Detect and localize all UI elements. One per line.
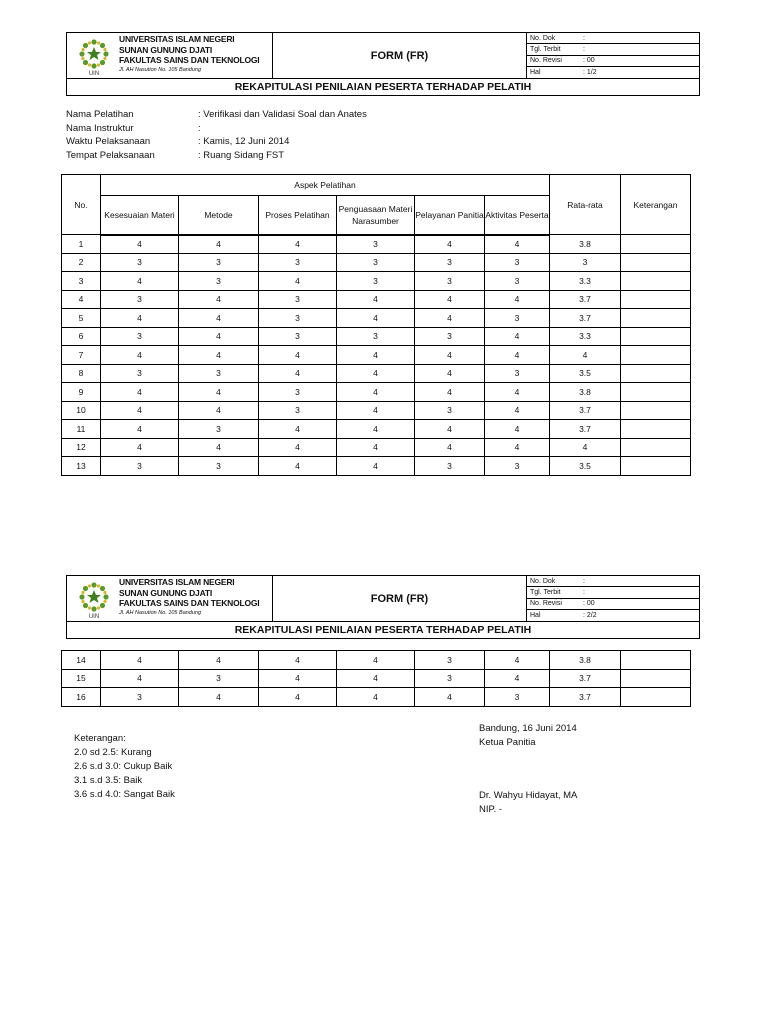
table-row — [62, 327, 691, 346]
table-cell: 3.5 — [550, 457, 621, 476]
table-cell: 4 — [485, 346, 550, 365]
table-cell: 3 — [179, 253, 259, 272]
table-cell: 4 — [485, 383, 550, 402]
table-cell: 3.7 — [550, 309, 621, 328]
table-cell: 3 — [259, 327, 337, 346]
table-cell: 4 — [259, 457, 337, 476]
table-cell: 3 — [337, 235, 415, 254]
table-row — [62, 235, 691, 254]
table-cell — [621, 651, 691, 670]
table-cell: 5 — [62, 309, 101, 328]
header-aspek: Aspek Pelatihan — [101, 175, 550, 196]
table-cell: 7 — [62, 346, 101, 365]
table-cell: 4 — [485, 420, 550, 439]
table-cell: 3.7 — [550, 688, 621, 707]
table-cell: 4 — [337, 669, 415, 688]
table-cell: 3 — [259, 401, 337, 420]
table-row — [62, 651, 691, 670]
table-cell: 4 — [101, 346, 179, 365]
table-cell: 4 — [62, 290, 101, 309]
table-cell: 4 — [259, 669, 337, 688]
table-cell: 4 — [259, 364, 337, 383]
signature-name-block — [479, 789, 577, 817]
table-cell: 3 — [485, 688, 550, 707]
university-logo-icon — [77, 38, 111, 76]
table-cell: 4 — [179, 327, 259, 346]
table-row — [62, 290, 691, 309]
table-cell: 3 — [415, 253, 485, 272]
table-cell: 4 — [259, 346, 337, 365]
header-rata: Rata-rata — [550, 175, 621, 235]
table-cell: 4 — [101, 383, 179, 402]
table-cell: 10 — [62, 401, 101, 420]
table-cell: 3.7 — [550, 290, 621, 309]
svg-text:UIN: UIN — [88, 614, 100, 619]
table-row — [62, 688, 691, 707]
header-pelayanan: Pelayanan Panitia — [415, 196, 485, 235]
form-label: FORM (FR) — [273, 33, 527, 78]
table-cell — [621, 290, 691, 309]
table-row — [62, 438, 691, 457]
table-row — [62, 383, 691, 402]
table-cell: 4 — [415, 309, 485, 328]
table-cell: 4 — [337, 688, 415, 707]
table-cell: 4 — [485, 235, 550, 254]
table-cell: 3 — [485, 364, 550, 383]
table-cell: 3 — [179, 272, 259, 291]
table-cell: 4 — [415, 364, 485, 383]
table-cell: 3 — [101, 457, 179, 476]
table-cell: 3 — [259, 253, 337, 272]
table-cell: 4 — [337, 309, 415, 328]
table-cell — [621, 327, 691, 346]
table-row — [62, 457, 691, 476]
table-cell: 4 — [337, 401, 415, 420]
table-cell: 4 — [485, 327, 550, 346]
training-info: Nama Pelatihan : Verifikasi dan Validasi Soal dan Anates Nama Instruktur : Waktu Pelaksanaan : Kamis, 12 Juni 2014 Tempat Pelaksanaan : Ruang Sidang FST — [66, 109, 367, 161]
legend-item: 2.6 s.d 3.0: Cukup Baik — [74, 761, 173, 772]
table-cell: 4 — [259, 651, 337, 670]
table-cell: 3 — [485, 457, 550, 476]
header-aktivitas: Aktivitas Peserta — [485, 196, 550, 235]
table-cell: 3 — [337, 327, 415, 346]
table-cell: 4 — [259, 420, 337, 439]
table-cell — [621, 688, 691, 707]
table-cell — [621, 383, 691, 402]
table-cell: 4 — [485, 290, 550, 309]
keterangan-legend: Keterangan: 2.0 sd 2.5: Kurang 2.6 s.d 3.0: Cukup Baik 3.1 s.d 3.5: Baik 3.6 s.d 4.0: Sangat Baik — [74, 733, 175, 800]
header-penguasaan: Penguasaan Materi Narasumber — [337, 196, 415, 235]
table-cell: 4 — [337, 383, 415, 402]
logo-cell — [67, 576, 273, 621]
table-cell: 3.5 — [550, 364, 621, 383]
document-meta: No. Dok : Tgl. Terbit : No. Revisi : 00 Hal : 1/2 — [527, 33, 699, 78]
table-cell — [621, 457, 691, 476]
table-row — [62, 253, 691, 272]
table-cell: 4 — [101, 651, 179, 670]
table-cell: 4 — [179, 346, 259, 365]
table-cell: 4 — [485, 669, 550, 688]
table-cell: 11 — [62, 420, 101, 439]
table-cell: 3.8 — [550, 235, 621, 254]
table-cell: 3 — [415, 401, 485, 420]
table-row — [62, 401, 691, 420]
table-cell: 4 — [179, 383, 259, 402]
document-title: REKAPITULASI PENILAIAN PESERTA TERHADAP PELATIH — [67, 621, 699, 638]
table-row — [62, 309, 691, 328]
institution-address: Jl. AH Nasution No. 105 Bandung — [119, 67, 202, 73]
table-cell: 3 — [485, 309, 550, 328]
table-cell — [621, 401, 691, 420]
table-row — [62, 364, 691, 383]
table-cell: 4 — [415, 383, 485, 402]
table-cell: 4 — [101, 438, 179, 457]
table-cell — [621, 420, 691, 439]
table-cell — [621, 346, 691, 365]
table-cell: 4 — [337, 364, 415, 383]
table-row — [62, 272, 691, 291]
table-cell: 4 — [337, 457, 415, 476]
table-cell: 4 — [415, 688, 485, 707]
table-cell: 4 — [337, 346, 415, 365]
table-cell: 3 — [259, 309, 337, 328]
table-cell: 6 — [62, 327, 101, 346]
table-cell: 3 — [415, 457, 485, 476]
table-cell: 4 — [179, 290, 259, 309]
table-cell: 3 — [415, 669, 485, 688]
signature-position: Ketua Panitia — [479, 737, 536, 748]
table-cell — [621, 253, 691, 272]
table-cell: 1 — [62, 235, 101, 254]
table-cell: 12 — [62, 438, 101, 457]
table-cell: 4 — [415, 235, 485, 254]
page2-header — [66, 575, 700, 639]
table-cell: 3.3 — [550, 327, 621, 346]
table-cell: 3 — [337, 272, 415, 291]
table-cell: 4 — [415, 290, 485, 309]
table-cell: 3.7 — [550, 669, 621, 688]
table-cell: 4 — [179, 235, 259, 254]
table-cell — [621, 364, 691, 383]
institution-address: Jl. AH Nasution No. 105 Bandung — [119, 610, 202, 616]
legend-item: 2.0 sd 2.5: Kurang — [74, 747, 152, 758]
document-meta: No. Dok : Tgl. Terbit : No. Revisi : 00 Hal : 2/2 — [527, 576, 699, 621]
table-cell: 3 — [550, 253, 621, 272]
table-cell: 4 — [550, 438, 621, 457]
legend-item: 3.1 s.d 3.5: Baik — [74, 775, 143, 786]
table-cell: 4 — [415, 420, 485, 439]
table-cell: 3 — [415, 651, 485, 670]
table-cell — [621, 235, 691, 254]
table-cell: 3 — [179, 420, 259, 439]
table-cell — [621, 309, 691, 328]
table-cell: 14 — [62, 651, 101, 670]
logo-cell — [67, 33, 273, 78]
table-cell: 4 — [179, 651, 259, 670]
institution-name: UNIVERSITAS ISLAM NEGERI SUNAN GUNUNG DJATI FAKULTAS SAINS DAN TEKNOLOGI — [119, 577, 260, 608]
table-cell: 4 — [101, 669, 179, 688]
table-cell: 3.8 — [550, 651, 621, 670]
signatory-nip: NIP. - — [479, 804, 503, 815]
assessment-table-page2 — [61, 650, 691, 707]
svg-text:UIN: UIN — [88, 71, 100, 76]
signature-place-date: Bandung, 16 Juni 2014 Ketua Panitia — [479, 723, 577, 748]
table-cell: 3.7 — [550, 420, 621, 439]
table-cell: 4 — [179, 401, 259, 420]
table-cell: 4 — [259, 235, 337, 254]
table-cell: 2 — [62, 253, 101, 272]
table-cell: 4 — [485, 651, 550, 670]
table-cell: 3 — [101, 290, 179, 309]
table-row — [62, 420, 691, 439]
table-cell: 3 — [337, 253, 415, 272]
table-cell: 4 — [259, 438, 337, 457]
table-row — [62, 669, 691, 688]
institution-name: UNIVERSITAS ISLAM NEGERI SUNAN GUNUNG DJATI FAKULTAS SAINS DAN TEKNOLOGI — [119, 34, 260, 65]
table-cell: 3 — [415, 272, 485, 291]
header-proses: Proses Pelatihan — [259, 196, 337, 235]
table-cell: 3 — [179, 669, 259, 688]
table-cell: 3 — [259, 383, 337, 402]
table-cell: 4 — [337, 290, 415, 309]
table-cell: 4 — [179, 438, 259, 457]
page1-header — [66, 32, 700, 96]
table-cell: 4 — [415, 438, 485, 457]
table-cell: 3 — [101, 253, 179, 272]
table-cell: 3.7 — [550, 401, 621, 420]
table-cell — [621, 669, 691, 688]
table-cell: 4 — [101, 401, 179, 420]
table-row — [62, 346, 691, 365]
table-cell: 9 — [62, 383, 101, 402]
table-cell — [621, 438, 691, 457]
header-metode: Metode — [179, 196, 259, 235]
table-cell: 4 — [179, 309, 259, 328]
table-cell: 4 — [337, 420, 415, 439]
table-cell: 13 — [62, 457, 101, 476]
table-cell: 3 — [179, 364, 259, 383]
assessment-table-page1 — [61, 174, 691, 476]
table-cell: 16 — [62, 688, 101, 707]
table-cell: 3 — [485, 272, 550, 291]
signatory-name: Dr. Wahyu Hidayat, MA — [479, 790, 578, 801]
table-cell: 4 — [179, 688, 259, 707]
table-cell: 3 — [485, 253, 550, 272]
table-cell: 4 — [259, 688, 337, 707]
table-cell: 3 — [62, 272, 101, 291]
table-cell: 4 — [259, 272, 337, 291]
table-cell: 4 — [101, 235, 179, 254]
form-label: FORM (FR) — [273, 576, 527, 621]
table-cell — [621, 272, 691, 291]
table-cell: 3 — [179, 457, 259, 476]
table-cell: 4 — [415, 346, 485, 365]
table-cell: 4 — [337, 651, 415, 670]
university-logo-icon — [77, 581, 111, 619]
table-cell: 4 — [550, 346, 621, 365]
table-cell: 3 — [101, 688, 179, 707]
table-cell: 3 — [101, 327, 179, 346]
legend-item: 3.6 s.d 4.0: Sangat Baik — [74, 789, 175, 800]
table-cell: 3 — [259, 290, 337, 309]
table-cell: 4 — [101, 272, 179, 291]
table-cell: 3.8 — [550, 383, 621, 402]
document-title: REKAPITULASI PENILAIAN PESERTA TERHADAP PELATIH — [67, 78, 699, 95]
table-cell: 15 — [62, 669, 101, 688]
table-cell: 3.3 — [550, 272, 621, 291]
table-cell: 4 — [485, 401, 550, 420]
table-cell: 4 — [485, 438, 550, 457]
header-no: No. — [62, 175, 101, 235]
table-cell: 3 — [415, 327, 485, 346]
table-cell: 3 — [101, 364, 179, 383]
table-cell: 4 — [101, 420, 179, 439]
header-kesesuaian: Kesesuaian Materi — [101, 196, 179, 235]
header-keterangan: Keterangan — [621, 175, 691, 235]
table-cell: 4 — [101, 309, 179, 328]
table-cell: 4 — [337, 438, 415, 457]
table-cell: 8 — [62, 364, 101, 383]
